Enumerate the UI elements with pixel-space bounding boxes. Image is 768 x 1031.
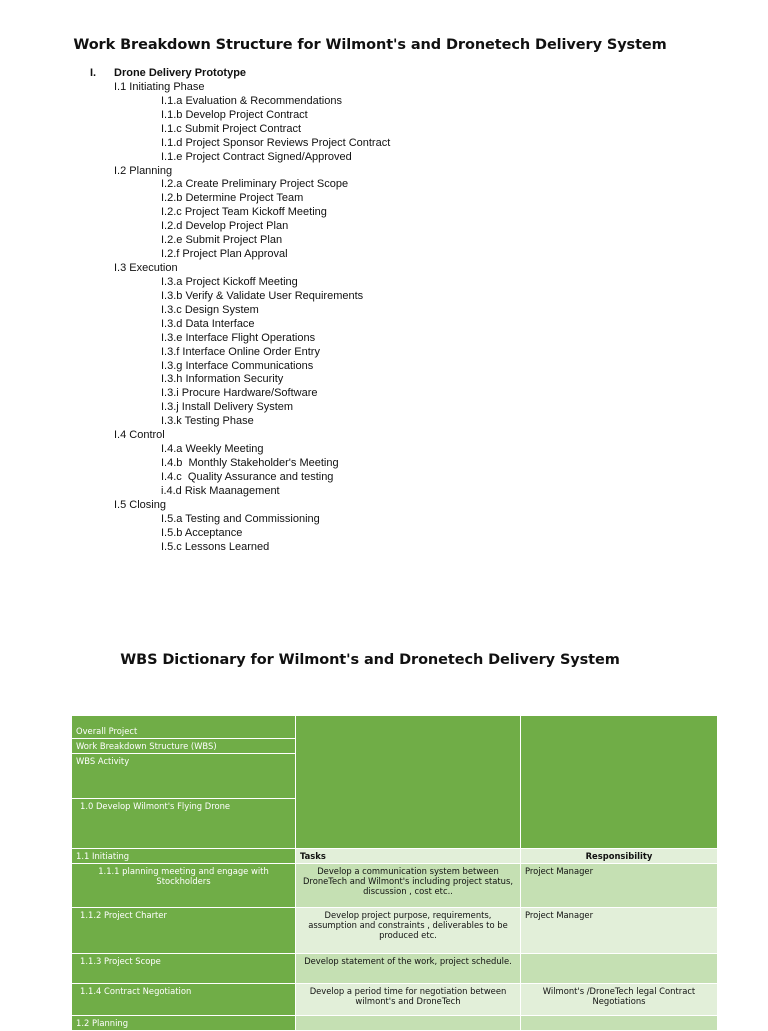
outline-task: I.3.a Project Kickoff Meeting: [161, 276, 298, 288]
outline-root-number: I.: [90, 67, 97, 79]
col-tasks-header: Tasks: [296, 849, 521, 864]
outline-task: I.5.b Acceptance: [161, 527, 243, 539]
outline-task: I.2.f Project Plan Approval: [161, 248, 288, 260]
outline-task: I.3.h Information Security: [161, 373, 284, 385]
header-empty-responsibility: [521, 716, 718, 849]
outline-task: I.3.g Interface Communications: [161, 360, 314, 372]
outline-root-label: Drone Delivery Prototype: [114, 67, 247, 79]
wbs-dictionary-table: [71, 715, 718, 1031]
col-responsibility-header: Responsibility: [521, 849, 718, 864]
dictionary-title: WBS Dictionary for Wilmont's and Dronetech Delivery System: [120, 652, 620, 668]
row-task: Develop a communication system between DroneTech and Wilmont's including project status, discussion , cost etc..: [296, 864, 521, 908]
project-label: 1.0 Develop Wilmont's Flying Drone: [80, 801, 231, 811]
next-section-task: [296, 1016, 521, 1031]
outline-task: I.5.c Lessons Learned: [161, 541, 270, 553]
header-wbs: Work Breakdown Structure (WBS): [72, 739, 295, 754]
outline-task: I.3.c Design System: [161, 304, 259, 316]
outline-task: I.4.b Monthly Stakeholder's Meeting: [161, 457, 339, 469]
header-cell: [72, 716, 296, 849]
row-activity: 1.1.4 Contract Negotiation: [72, 984, 296, 1016]
outline-task: I.3.j Install Delivery System: [161, 401, 294, 413]
next-section-label: 1.2 Planning: [72, 1016, 296, 1031]
outline-task: I.1.d Project Sponsor Reviews Project Contract: [161, 137, 391, 149]
outline-task: I.4.c Quality Assurance and testing: [161, 471, 334, 483]
page-title: Work Breakdown Structure for Wilmont's and Dronetech Delivery System: [73, 37, 667, 53]
outline-task: I.2.e Submit Project Plan: [161, 234, 283, 246]
outline-task: I.3.f Interface Online Order Entry: [161, 346, 320, 358]
outline-task: I.1.a Evaluation & Recommendations: [161, 95, 342, 107]
row-activity: 1.1.3 Project Scope: [72, 954, 296, 984]
row-responsibility: Project Manager: [521, 908, 718, 954]
outline-task: I.5.a Testing and Commissioning: [161, 513, 320, 525]
header-empty-tasks: [296, 716, 521, 849]
outline-task: I.2.a Create Preliminary Project Scope: [161, 178, 349, 190]
row-responsibility: Project Manager: [521, 864, 718, 908]
outline-task: I.3.d Data Interface: [161, 318, 255, 330]
outline-task: I.3.b Verify & Validate User Requirements: [161, 290, 364, 302]
outline-phase: I.2 Planning: [114, 165, 173, 177]
outline-task: I.3.i Procure Hardware/Software: [161, 387, 318, 399]
outline-task: I.1.c Submit Project Contract: [161, 123, 301, 135]
outline-phase: I.5 Closing: [114, 499, 166, 511]
row-responsibility: [521, 954, 718, 984]
row-task: Develop a period time for negotiation between wilmont's and DroneTech: [296, 984, 521, 1016]
row-task: Develop statement of the work, project schedule.: [296, 954, 521, 984]
outline-task: I.3.k Testing Phase: [161, 415, 254, 427]
section-label: 1.1 Initiating: [72, 849, 296, 864]
outline-task: I.2.b Determine Project Team: [161, 192, 304, 204]
outline-task: i.4.d Risk Maanagement: [161, 485, 280, 497]
header-wbs-activity: WBS Activity: [72, 754, 295, 799]
outline-task: I.2.d Develop Project Plan: [161, 220, 289, 232]
outline-phase: I.4 Control: [114, 429, 165, 441]
row-responsibility: Wilmont's /DroneTech legal Contract Negotiations: [521, 984, 718, 1016]
outline-phase: I.3 Execution: [114, 262, 178, 274]
outline-phase: I.1 Initiating Phase: [114, 81, 205, 93]
row-activity: 1.1.1 planning meeting and engage with Stockholders: [72, 864, 296, 908]
outline-task: I.4.a Weekly Meeting: [161, 443, 264, 455]
row-task: Develop project purpose, requirements, assumption and constraints , deliverables to be produced etc.: [296, 908, 521, 954]
outline-task: I.2.c Project Team Kickoff Meeting: [161, 206, 327, 218]
outline-task: I.1.b Develop Project Contract: [161, 109, 308, 121]
outline-task: I.3.e Interface Flight Operations: [161, 332, 316, 344]
row-activity: 1.1.2 Project Charter: [72, 908, 296, 954]
next-section-responsibility: [521, 1016, 718, 1031]
header-overall-project: Overall Project: [72, 716, 295, 739]
outline-task: I.1.e Project Contract Signed/Approved: [161, 151, 352, 163]
